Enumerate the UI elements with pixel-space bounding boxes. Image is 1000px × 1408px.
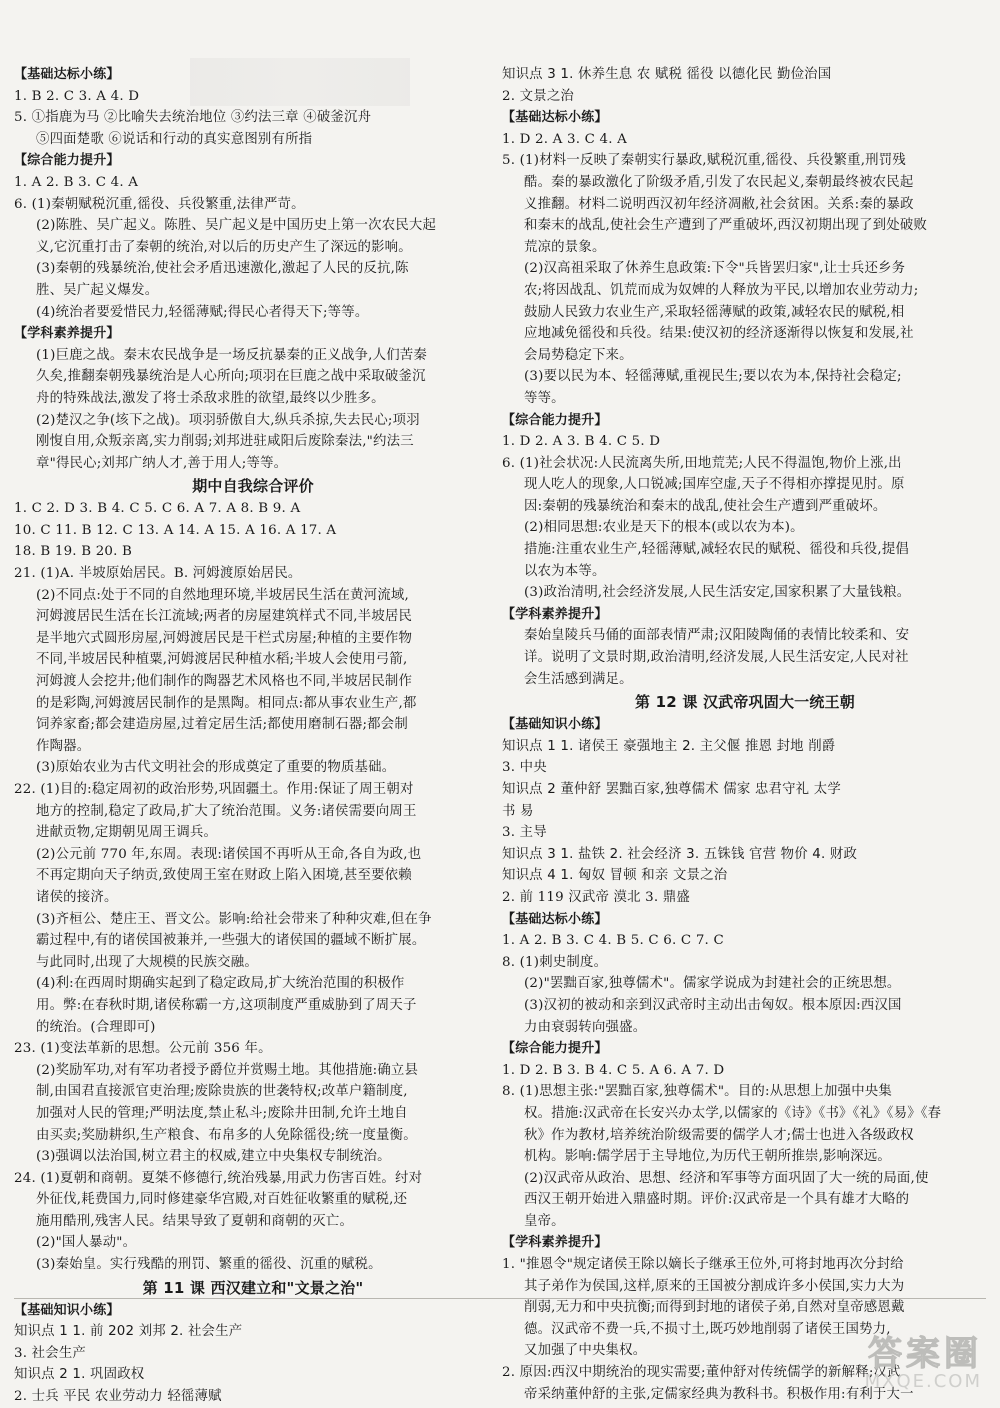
right-text-line: (2)"罢黜百家,独尊儒术"。儒家学说成为封建社会的正统思想。 bbox=[524, 976, 901, 992]
right-text-line: (2)相同思想:农业是天下的根本(或以农为本)。 bbox=[524, 520, 804, 536]
left-text-line: 舟的特殊战法,激发了将士杀敌求胜的欲望,最终以少胜多。 bbox=[36, 390, 385, 406]
right-text-line: 等等。 bbox=[524, 390, 565, 406]
left-text-line: 地方的控制,稳定了政局,扩大了统治范围。义务:诸侯需要向周王 bbox=[36, 803, 417, 819]
left-text-line: 久矣,推翻秦朝残暴统治是人心所向;项羽在巨鹿之战中采取破釜沉 bbox=[36, 369, 426, 385]
right-text-line: 1. D 2. A 3. C 4. A bbox=[502, 131, 628, 147]
right-text-line: (3)要以民为本、轻徭薄赋,重视民生;要以农为本,保持社会稳定; bbox=[524, 369, 902, 385]
right-knowledge-point-line: 知识点 3 1. 休养生息 农 赋税 徭役 以德化民 勤俭治国 bbox=[502, 67, 832, 82]
right-text-line: 因:秦朝的残暴统治和秦末的战乱,使社会生产遭到严重破坏。 bbox=[524, 498, 887, 514]
right-text-line: 2. 文景之治 bbox=[502, 88, 574, 104]
left-text-line: 不同,半坡居民种植粟,河姆渡居民种植水稻;半坡人会使用弓箭, bbox=[36, 652, 408, 668]
right-text-line: 8. (1)思想主张:"罢黜百家,独尊儒术"。目的:从思想上加强中央集 bbox=[502, 1084, 892, 1100]
right-text-line: (3)汉初的被动和亲到汉武帝时主动出击匈奴。根本原因:西汉国 bbox=[524, 997, 902, 1013]
right-text-line: 6. (1)社会状况:人民流离失所,田地荒芜;人民不得温饱,物价上涨,出 bbox=[502, 455, 902, 471]
left-text-line: 与此同时,出现了大规模的民族交融。 bbox=[36, 954, 258, 970]
right-knowledge-point-line: 知识点 4 1. 匈奴 冒顿 和亲 文景之治 bbox=[502, 868, 728, 884]
watermark-logo-text: 答案圈 bbox=[868, 1334, 982, 1374]
right-text-line: 德。汉武帝不费一兵,不损寸土,既巧妙地削弱了诸侯王国势力, bbox=[524, 1321, 891, 1337]
right-text-line: 酷。秦的暴政激化了阶级矛盾,引发了农民起义,秦朝最终被农民起 bbox=[524, 174, 914, 190]
right-text-line: 现人吃人的现象,人口锐减;国库空虚,天子不得相亦撑提见肘。原 bbox=[524, 477, 905, 493]
left-section-heading: 【基础知识小练】 bbox=[14, 1302, 120, 1318]
left-text-line: 24. (1)夏朝和商朝。夏桀不修德行,统治残暴,用武力伤害百姓。纣对 bbox=[14, 1170, 423, 1186]
right-section-heading: 【基础达标小练】 bbox=[502, 110, 608, 126]
right-text-line: 西汉王朝开始进入鼎盛时期。评价:汉武帝是一个具有雄才大略的 bbox=[524, 1192, 910, 1208]
left-text-line: 章"得民心;刘邦广纳人才,善于用人;等等。 bbox=[36, 455, 288, 471]
left-text-line: (2)"国人暴动"。 bbox=[36, 1235, 137, 1251]
left-text-line: 加强对人民的管理;严明法度,禁止私斗;废除井田制,允许土地自 bbox=[36, 1105, 408, 1121]
right-lesson-title: 第 12 课 汉武帝巩固大一统王朝 bbox=[635, 693, 855, 712]
left-text-line: 18. B 19. B 20. B bbox=[14, 544, 133, 560]
right-text-line: 又加强了中央集权。 bbox=[524, 1343, 647, 1359]
left-lesson-title: 期中自我综合评价 bbox=[192, 477, 314, 496]
right-text-line: 3. 主导 bbox=[502, 825, 547, 841]
right-text-line: 力由衰弱转向强盛。 bbox=[524, 1019, 647, 1035]
right-text-line: 1. D 2. A 3. B 4. C 5. D bbox=[502, 434, 661, 450]
left-text-line: 河姆渡居民生活在长江流域;两者的房屋建筑样式不同,半坡居民 bbox=[36, 609, 413, 625]
right-text-line: 会生活感到满足。 bbox=[524, 671, 633, 687]
right-section-heading: 【基础知识小练】 bbox=[502, 717, 608, 733]
left-text-line: 河姆渡人会挖井;他们制作的陶器艺术风格也不同,半坡居民制作 bbox=[36, 674, 413, 690]
right-text-line: 鼓励人民致力农业生产,采取轻徭薄赋的政策,减轻农民的赋税,相 bbox=[524, 304, 905, 320]
right-text-line: 2. 前 119 汉武帝 漠北 3. 鼎盛 bbox=[502, 889, 690, 905]
left-section-heading: 【学科素养提升】 bbox=[14, 326, 120, 342]
left-text-line: 5. ①指鹿为马 ②比喻失去统治地位 ③约法三章 ④破釜沉舟 bbox=[14, 110, 372, 126]
right-text-line: 1. D 2. B 3. B 4. C 5. A 6. A 7. D bbox=[502, 1062, 725, 1078]
left-text-line: 刚愎自用,众叛亲离,实力削弱;刘邦进驻咸阳后废除秦法,"约法三 bbox=[36, 434, 414, 450]
right-section-heading: 【基础达标小练】 bbox=[502, 911, 608, 927]
left-text-line: 10. C 11. B 12. C 13. A 14. A 15. A 16. A 17. A bbox=[14, 522, 337, 538]
right-text-line: 会局势稳定下来。 bbox=[524, 347, 633, 363]
right-knowledge-point-line: 知识点 2 董仲舒 罢黜百家,独尊儒术 儒家 忠君守礼 太学 bbox=[502, 782, 841, 797]
right-text-line: 3. 中央 bbox=[502, 760, 547, 776]
right-text-line: 机构。影响:儒学居于主导地位,为历代王朝所推崇,影响深远。 bbox=[524, 1149, 891, 1165]
right-text-line: 权。措施:汉武帝在长安兴办太学,以儒家的《诗》《书》《礼》《易》《春 bbox=[524, 1105, 942, 1121]
right-knowledge-point-line: 知识点 1 1. 诸侯王 豪强地主 2. 主父偃 推恩 封地 削爵 bbox=[502, 738, 836, 754]
left-text-line: (3)秦始皇。实行残酷的刑罚、繁重的徭役、沉重的赋税。 bbox=[36, 1257, 382, 1273]
right-text-line: 秋》作为教材,培养统治阶级需要的儒学人才;儒士也进入各级政权 bbox=[524, 1127, 914, 1143]
site-watermark bbox=[742, 1326, 982, 1398]
left-text-line: 外征伐,耗费国力,同时修建豪华宫殿,对百姓征收繁重的赋税,还 bbox=[36, 1192, 408, 1208]
left-text-line: 霸过程中,有的诸侯国被兼并,一些强大的诸侯国的疆域不断扩展。 bbox=[36, 933, 426, 949]
left-text-line: 用。弊:在春秋时期,诸侯称霸一方,这项制度严重威胁到了周天子 bbox=[36, 997, 417, 1013]
left-text-line: 作陶器。 bbox=[36, 738, 91, 754]
left-text-line: 21. (1)A. 半坡原始居民。B. 河姆渡原始居民。 bbox=[14, 566, 302, 582]
left-text-line: (3)齐桓公、楚庄王、晋文公。影响:给社会带来了种种灾难,但在争 bbox=[36, 911, 432, 927]
right-text-line: 应地减免徭役和兵役。结果:使汉初的经济逐渐得以恢复和发展,社 bbox=[524, 326, 914, 342]
left-text-line: 胜、吴广起义爆发。 bbox=[36, 282, 159, 298]
right-text-line: 详。说明了文景时期,政治清明,经济发展,人民生活安定,人民对社 bbox=[524, 650, 909, 666]
left-text-line: 1. C 2. D 3. B 4. C 5. C 6. A 7. A 8. B 9. A bbox=[14, 501, 301, 517]
right-text-line: 措施:注重农业生产,轻徭薄赋,减轻农民的赋税、徭役和兵役,提倡 bbox=[524, 542, 910, 558]
left-text-line: 不再定期向天子纳贡,致使周王室在财政上陷入困境,甚至要依赖 bbox=[36, 868, 412, 884]
left-text-line: (4)利:在西周时期确实起到了稳定政局,扩大统治范围的积极作 bbox=[36, 976, 405, 992]
right-text-line: 秦始皇陵兵马俑的面部表情严肃;汉阳陵陶俑的表情比较柔和、安 bbox=[524, 628, 910, 644]
right-text-line: 1. "推恩令"规定诸侯王除以嫡长子继承王位外,可将封地再次分封给 bbox=[502, 1257, 904, 1273]
left-text-line: (1)巨鹿之战。秦末农民战争是一场反抗暴秦的正义战争,人们苦秦 bbox=[36, 347, 427, 363]
left-text-line: 2. 士兵 平民 农业劳动力 轻徭薄赋 bbox=[14, 1389, 222, 1405]
left-text-line: (2)不同点:处于不同的自然地理环境,半坡居民生活在黄河流域, bbox=[36, 587, 409, 603]
right-text-line: 削弱,无力和中央抗衡;而得到封地的诸侯子弟,自然对皇帝感恩戴 bbox=[524, 1300, 905, 1316]
left-text-line: 由买卖;奖励耕织,生产粮食、布帛多的人免除徭役;统一度量衡。 bbox=[36, 1127, 417, 1143]
left-section-heading: 【基础达标小练】 bbox=[14, 67, 120, 82]
left-column bbox=[14, 64, 492, 1408]
right-knowledge-point-line: 知识点 3 1. 盐铁 2. 社会经济 3. 五铢钱 官营 物价 4. 财政 bbox=[502, 846, 858, 862]
footer-divider bbox=[14, 1298, 986, 1299]
right-section-heading: 【学科素养提升】 bbox=[502, 606, 608, 622]
left-text-line: 23. (1)变法革新的思想。公元前 356 年。 bbox=[14, 1041, 272, 1057]
right-text-line: 荒凉的景象。 bbox=[524, 239, 606, 255]
left-text-line: 诸侯的接济。 bbox=[36, 889, 118, 905]
right-text-line: 8. (1)刺史制度。 bbox=[502, 954, 608, 970]
left-text-line: 1. A 2. B 3. C 4. A bbox=[14, 174, 139, 190]
right-text-line: 义推翻。材料二说明西汉初年经济凋敝,社会贫困。关系:秦的暴政 bbox=[524, 196, 914, 212]
left-text-line: 是半地穴式圆形房屋,河姆渡居民是干栏式房屋;种植的主要作物 bbox=[36, 630, 413, 646]
right-text-line: 5. (1)材料一反映了秦朝实行暴政,赋税沉重,徭役、兵役繁重,刑罚残 bbox=[502, 153, 906, 169]
left-text-line: 22. (1)目的:稳定周初的政治形势,巩固疆土。作用:保证了周王朝对 bbox=[14, 782, 414, 797]
left-text-line: 义,它沉重打击了秦朝的统治,对以后的历史产生了深远的影响。 bbox=[36, 239, 412, 255]
left-knowledge-point-line: 知识点 2 1. 巩固政权 bbox=[14, 1367, 145, 1383]
right-section-heading: 【学科素养提升】 bbox=[502, 1235, 608, 1251]
left-text-line: (4)统治者要爱惜民力,轻徭薄赋;得民心者得天下;等等。 bbox=[36, 304, 369, 320]
left-text-line: 6. (1)秦朝赋税沉重,徭役、兵役繁重,法律严苛。 bbox=[14, 196, 305, 212]
right-column bbox=[502, 64, 988, 1405]
right-text-line: 农;将因战乱、饥荒而成为奴婢的人释放为平民,以增加农业劳动力; bbox=[524, 282, 919, 298]
left-lesson-title: 第 11 课 西汉建立和"文景之治" bbox=[142, 1278, 364, 1297]
right-text-line: 1. A 2. B 3. C 4. B 5. C 6. C 7. C bbox=[502, 933, 724, 949]
left-text-line: 施用酷刑,残害人民。结果导致了夏朝和商朝的灭亡。 bbox=[36, 1213, 354, 1229]
left-text-line: 进献贡物,定期朝见周王调兵。 bbox=[36, 825, 218, 841]
left-text-line: (2)公元前 770 年,东周。表现:诸侯国不再听从王命,各自为政,也 bbox=[36, 846, 422, 862]
left-knowledge-point-line: 知识点 1 1. 前 202 刘邦 2. 社会生产 bbox=[14, 1324, 243, 1340]
right-text-line: 和秦末的战乱,使社会生产遭到了严重破坏,西汉初期出现了到处破败 bbox=[524, 218, 928, 234]
left-text-line: (3)强调以法治国,树立君主的权威,建立中央集权专制统治。 bbox=[36, 1149, 391, 1165]
right-text-line: (2)汉高祖采取了休养生息政策:下令"兵皆罢归家",让士兵还乡务 bbox=[524, 261, 906, 277]
right-text-line: 皇帝。 bbox=[524, 1213, 565, 1229]
left-text-line: ⑤四面楚歌 ⑥说话和行动的真实意图别有所指 bbox=[36, 131, 313, 147]
right-text-line: 2. 原因:西汉中期统治的现实需要;董仲舒对传统儒学的新解释;汉武 bbox=[502, 1365, 901, 1381]
left-text-line: 制,由国君直接派官吏治理;废除贵族的世袭特权;改革户籍制度, bbox=[36, 1084, 408, 1100]
left-text-line: 饲养家畜;都会建造房屋,过着定居生活;都使用磨制石器;都会制 bbox=[36, 717, 408, 733]
right-section-heading: 【综合能力提升】 bbox=[502, 1041, 608, 1057]
left-text-line: (3)秦朝的残暴统治,使社会矛盾迅速激化,激起了人民的反抗,陈 bbox=[36, 261, 409, 277]
right-text-line: (2)汉武帝从政治、思想、经济和军事等方面巩固了大一统的局面,使 bbox=[524, 1170, 929, 1186]
watermark-domain: MXQE.COM bbox=[864, 1371, 982, 1392]
left-text-line: 的统治。(合理即可) bbox=[36, 1019, 156, 1035]
right-text-line: 书 易 bbox=[502, 803, 534, 819]
right-section-heading: 【综合能力提升】 bbox=[502, 412, 608, 428]
left-text-line: 3. 社会生产 bbox=[14, 1345, 86, 1361]
right-text-line: 其子弟作为侯国,这样,原来的王国被分割成许多小侯国,实力大为 bbox=[524, 1278, 905, 1294]
right-text-line: (3)政治清明,社会经济发展,人民生活安定,国家积累了大量钱粮。 bbox=[524, 585, 911, 601]
left-text-line: (2)奖励军功,对有军功者授予爵位并赏赐土地。其他措施:确立县 bbox=[36, 1062, 419, 1078]
left-text-line: 1. B 2. C 3. A 4. D bbox=[14, 88, 140, 104]
right-text-line: 帝采纳董仲舒的主张,定儒家经典为教科书。积极作用:有利于大一 bbox=[524, 1386, 914, 1402]
left-text-line: (2)楚汉之争(垓下之战)。项羽骄傲自大,纵兵杀掠,失去民心;项羽 bbox=[36, 412, 420, 428]
left-text-line: (2)陈胜、吴广起义。陈胜、吴广起义是中国历史上第一次农民大起 bbox=[36, 218, 437, 234]
right-text-line: 以农为本等。 bbox=[524, 563, 606, 579]
left-text-line: (3)原始农业为古代文明社会的形成奠定了重要的物质基础。 bbox=[36, 760, 396, 776]
left-section-heading: 【综合能力提升】 bbox=[14, 153, 120, 169]
left-text-line: 的是彩陶,河姆渡居民制作的是黑陶。相同点:都从事农业生产,都 bbox=[36, 695, 417, 711]
